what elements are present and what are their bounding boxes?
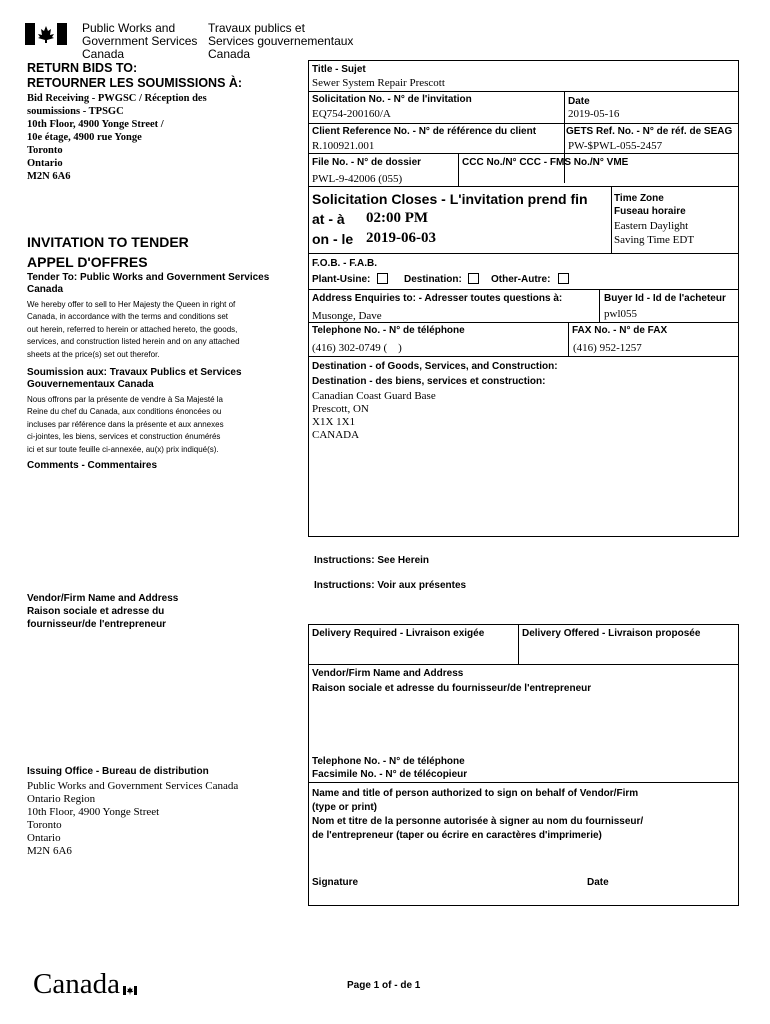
fax-value: (416) 952-1257 xyxy=(573,342,642,354)
enquiries-value: Musonge, Dave xyxy=(312,310,382,322)
delivery-required-label: Delivery Required - Livraison exigée xyxy=(312,628,485,639)
invitation-heading: INVITATION TO TENDER APPEL D'OFFRES xyxy=(27,234,189,270)
page-number: Page 1 of - de 1 xyxy=(347,980,421,991)
signature-date-label: Date xyxy=(587,877,609,888)
wordmark-flag-icon xyxy=(123,970,137,1002)
canada-flag-logo xyxy=(25,23,67,45)
issuing-office-address: Public Works and Government Services Canada Ontario Region 10th Floor, 4900 Yonge Street Toronto Ontario M2N 6A6 xyxy=(27,780,239,857)
closing-time-label: at - à xyxy=(312,211,345,227)
canada-wordmark: Canada xyxy=(33,968,120,1000)
date-label: Date xyxy=(568,96,590,107)
client-reference-label: Client Reference No. - N° de référence du client xyxy=(312,126,537,137)
plant-usine-label: Plant-Usine: xyxy=(312,274,371,285)
title-label: Title - Sujet xyxy=(312,64,366,75)
file-no-label: File No. - N° de dossier xyxy=(312,157,422,168)
closing-time-value: 02:00 PM xyxy=(366,210,429,226)
plant-usine-checkbox[interactable] xyxy=(377,273,388,284)
solicitation-value: EQ754-200160/A xyxy=(312,108,391,120)
fob-label: F.O.B. - F.A.B. xyxy=(312,258,377,269)
solicitation-label: Solicitation No. - N° de l'invitation xyxy=(312,94,472,105)
soumission-heading: Soumission aux: Travaux Publics et Services Gouvernementaux Canada xyxy=(27,367,242,390)
other-autre-checkbox[interactable] xyxy=(558,273,569,284)
telephone-label: Telephone No. - N° de téléphone xyxy=(312,325,465,336)
gets-ref-label: GETS Ref. No. - N° de réf. de SEAG xyxy=(566,126,733,137)
authorized-signer-label: Name and title of person authorized to sign on behalf of Vendor/Firm (type or print) Nom et titre de la personne autorisée à signer au nom du fournisseur/ de l'entrepreneur (taper ou écrire en caractères d'imprimerie) xyxy=(312,788,644,841)
time-zone-label: Time Zone Fuseau horaire xyxy=(614,193,686,217)
instructions-en: Instructions: See Herein xyxy=(314,555,430,566)
destination-checkbox[interactable] xyxy=(468,273,479,284)
department-name-en: Public Works and Government Services Canada xyxy=(82,21,198,61)
destination-heading: Destination - of Goods, Services, and Construction: Destination - des biens, services et construction: xyxy=(312,361,558,387)
tender-to: Tender To: Public Works and Government Services Canada xyxy=(27,272,270,295)
closing-date-value: 2019-06-03 xyxy=(366,230,436,246)
vendor-firm-box-heading: Vendor/Firm Name and Address Raison sociale et adresse du fournisseur/de l'entrepreneur xyxy=(312,668,592,694)
enquiries-label: Address Enquiries to: - Adresser toutes questions à: xyxy=(312,293,563,304)
vendor-firm-left-label: Vendor/Firm Name and Address Raison sociale et adresse du fournisseur/de l'entrepreneur xyxy=(27,593,179,630)
destination-fob-label: Destination: xyxy=(404,274,462,285)
client-reference-value: R.100921.001 xyxy=(312,140,375,152)
closing-date-label: on - le xyxy=(312,231,354,247)
other-autre-label: Other-Autre: xyxy=(491,274,551,285)
delivery-offered-label: Delivery Offered - Livraison proposée xyxy=(522,628,701,639)
comments-label: Comments - Commentaires xyxy=(27,460,158,471)
telephone-value: (416) 302-0749 ( ) xyxy=(312,342,402,354)
return-bids-heading: RETURN BIDS TO: RETOURNER LES SOUMISSIONS À: xyxy=(27,61,243,90)
buyer-id-label: Buyer Id - Id de l'acheteur xyxy=(604,293,726,304)
instructions-fr: Instructions: Voir aux présentes xyxy=(314,580,467,591)
destination-address: Canadian Coast Guard Base Prescott, ON X1X 1X1 CANADA xyxy=(312,390,436,441)
return-bids-address: Bid Receiving - PWGSC / Réception des soumissions - TPSGC 10th Floor, 4900 Yonge Street / 10e étage, 4900 rue Yonge Toronto Ontario M2N 6A6 xyxy=(27,93,207,182)
department-name-fr: Travaux publics et Services gouvernementaux Canada xyxy=(208,21,354,61)
fax-label: FAX No. - N° de FAX xyxy=(572,325,668,336)
date-value: 2019-05-16 xyxy=(568,108,620,120)
solicitation-closes-label: Solicitation Closes - L'invitation prend fin xyxy=(312,191,588,207)
title-value: Sewer System Repair Prescott xyxy=(312,77,445,89)
tender-offer-text: We hereby offer to sell to Her Majesty the Queen in right of Canada, in accordance with the terms and conditions set out herein, referred to herein or attached hereto, the goods, services, and construction listed herein and on any attached sheets at the price(s) set out therefor. xyxy=(27,300,240,359)
file-no-value: PWL-9-42006 (055) xyxy=(312,173,403,185)
time-zone-value: Eastern Daylight Saving Time EDT xyxy=(614,220,695,246)
signature-label: Signature xyxy=(312,877,359,888)
gets-ref-value: PW-$PWL-055-2457 xyxy=(568,140,663,152)
issuing-office-label: Issuing Office - Bureau de distribution xyxy=(27,766,209,777)
buyer-id-value: pwl055 xyxy=(604,308,637,320)
vendor-contact-labels: Telephone No. - N° de téléphone Facsimile No. - N° de télécopieur xyxy=(312,756,468,780)
ccc-no-label: CCC No./N° CCC - FMS No./N° VME xyxy=(462,157,629,168)
soumission-text: Nous offrons par la présente de vendre à Sa Majesté la Reine du chef du Canada, aux conditions énoncées ou incluses par référence dans la présente et aux annexes ci-jointes, les biens, services et construction énumérés ici et sur toute feuille ci-annexée, au(x) prix indiqué(s). xyxy=(27,395,224,454)
